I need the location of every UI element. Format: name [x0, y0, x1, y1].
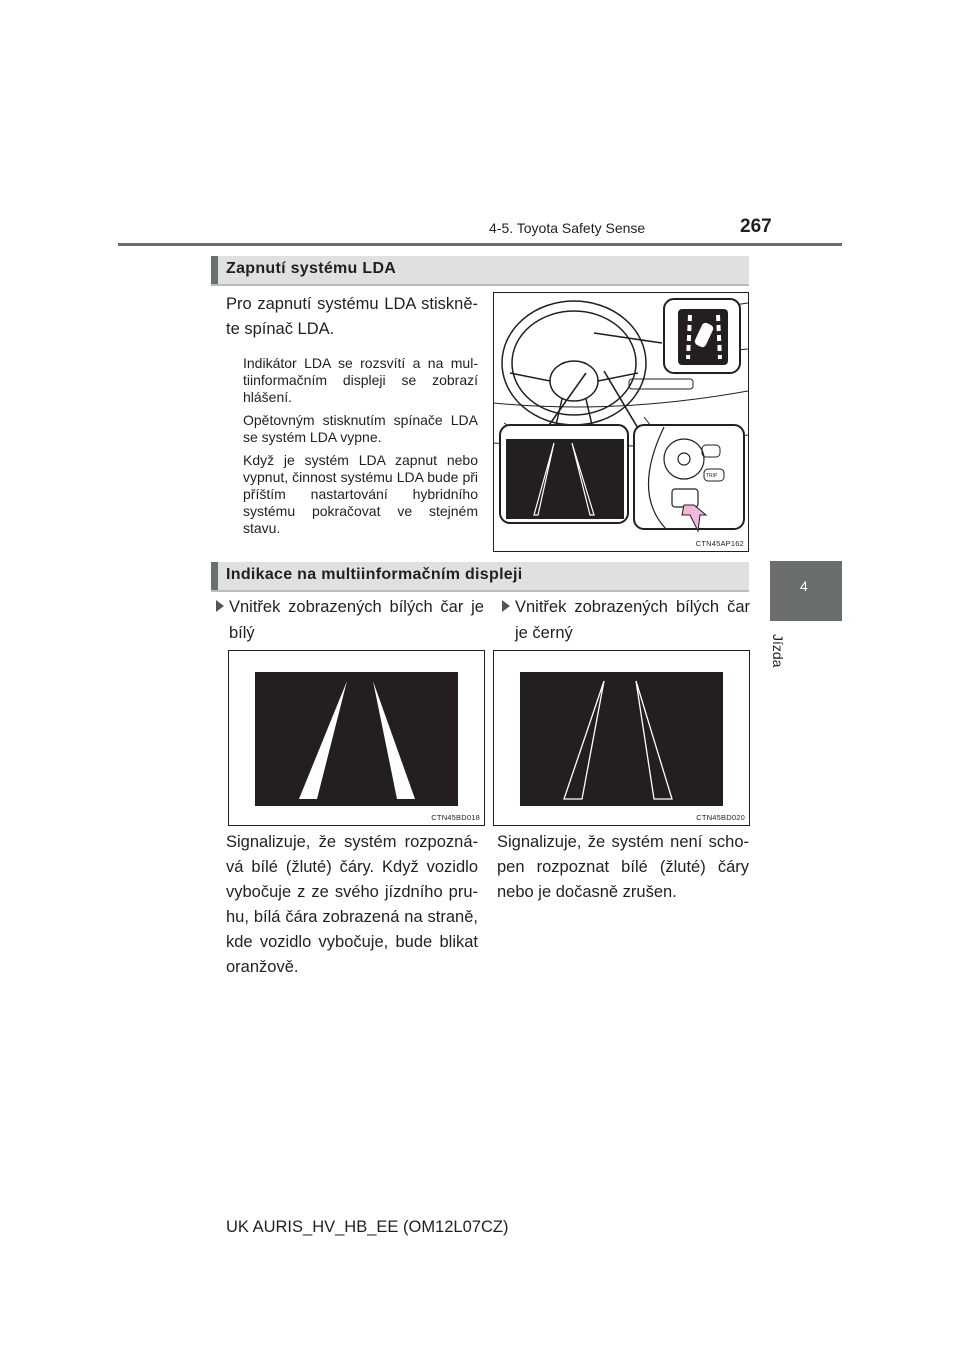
right-description: Signalizuje, že systém není scho-pen rozpoznat bílé (žluté) čáry nebo je dočasně zrušen.	[497, 833, 749, 901]
document-id: UK AURIS_HV_HB_EE (OM12L07CZ)	[226, 1218, 509, 1236]
section-header-lda-on	[211, 256, 749, 286]
section-header-bar	[211, 256, 218, 284]
triangle-bullet-icon	[216, 600, 224, 612]
section-header-display	[211, 562, 749, 592]
white-lines-display	[229, 651, 484, 825]
triangle-bullet-icon	[502, 600, 510, 612]
section1-intro: Pro zapnutí systému LDA stiskně-te spínač LDA.	[226, 295, 478, 338]
display-inset	[500, 425, 628, 523]
chapter-tab	[770, 561, 842, 621]
section-header-title: Indikace na multiinformačním displeji	[226, 566, 523, 583]
left-display-figure	[228, 650, 485, 826]
lda-indicator-inset	[664, 299, 740, 373]
section1-note-3: Když je systém LDA zapnut nebo vypnut, činnost systému LDA bude při příštím nastartování hybridního systému pokračovat ve stejném stavu.	[243, 452, 478, 536]
left-description: Signalizuje, že systém rozpozná-vá bílé (žluté) čáry. Když vozidlo vybočuje z ze svého jízdního pru-hu, bílá čára zobrazená na straně, kde vozidlo vybočuje, bude blikat oranžově.	[226, 833, 478, 976]
section1-note-2: Opětovným stisknutím spínače LDA se systém LDA vypne.	[243, 412, 478, 445]
section-header-title: Zapnutí systému LDA	[226, 260, 397, 277]
left-heading: Vnitřek zobrazených bílých čar je bílý	[229, 598, 484, 642]
right-display-figure	[493, 650, 750, 826]
section-header-bar	[211, 562, 218, 590]
section1-note-1: Indikátor LDA se rozsvítí a na mul-tiinformačním displeji se zobrazí hlášení.	[243, 355, 478, 405]
figure-code: CTN45AP162	[695, 539, 744, 548]
page-number: 267	[740, 216, 772, 237]
figure-code: CTN45BD020	[696, 813, 745, 822]
section-title: 4-5. Toyota Safety Sense	[489, 220, 646, 236]
header-rule	[118, 243, 842, 246]
chapter-label: Jízda	[770, 634, 786, 668]
right-heading: Vnitřek zobrazených bílých čar je černý	[515, 598, 750, 642]
dashboard-drawing	[494, 293, 748, 551]
switch-inset	[634, 425, 744, 531]
trip-label: TRIP	[706, 473, 718, 479]
figure-code: CTN45BD018	[431, 813, 480, 822]
chapter-number: 4	[800, 578, 808, 594]
black-lines-display	[494, 651, 749, 825]
lda-switch-illustration	[493, 292, 749, 552]
